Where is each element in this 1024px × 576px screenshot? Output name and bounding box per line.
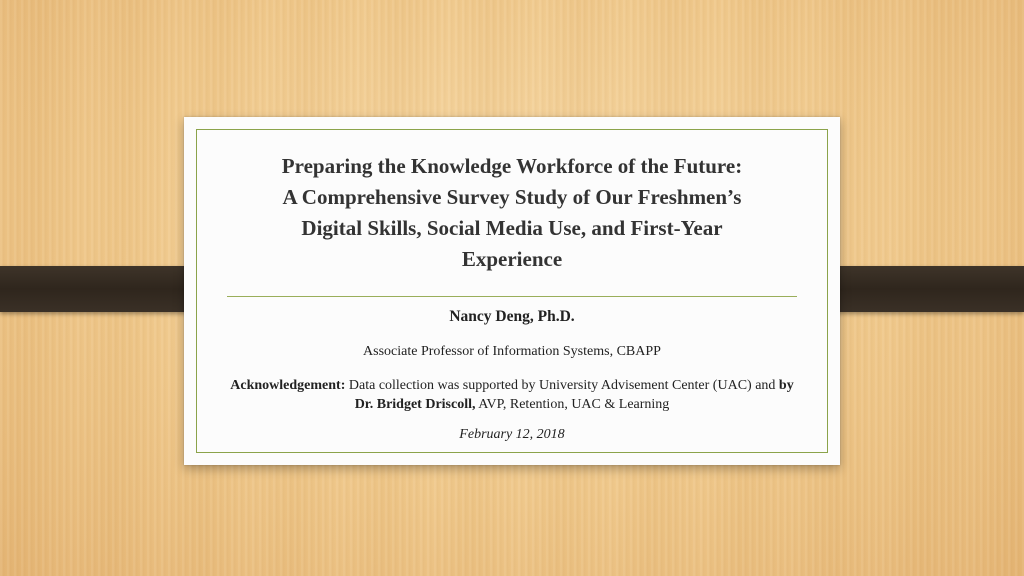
- acknowledgement-text-1: Data collection was supported by University Advisement Center (UAC) and: [345, 378, 779, 393]
- title-line-1: Preparing the Knowledge Workforce of the Future:: [281, 154, 743, 178]
- title-card: [184, 117, 840, 465]
- title-line-2: A Comprehensive Survey Study of Our Freshmen’s: [282, 185, 742, 209]
- left-decorative-band: [0, 266, 206, 312]
- acknowledgement: [227, 376, 797, 414]
- title-line-3: Digital Skills, Social Media Use, and First-Year: [301, 216, 723, 240]
- right-decorative-band: [818, 266, 1024, 312]
- divider-line: [227, 296, 797, 297]
- acknowledgement-person: by Dr. Bridget Driscoll,: [354, 378, 794, 412]
- acknowledgement-label: Acknowledgement:: [230, 378, 346, 393]
- slide-title: [217, 151, 807, 275]
- author-affiliation: Associate Professor of Information Systems, CBAPP: [363, 344, 661, 359]
- title-card-border: [196, 129, 828, 453]
- acknowledgement-text-2: AVP, Retention, UAC & Learning: [475, 397, 670, 412]
- presentation-date: February 12, 2018: [459, 427, 565, 442]
- title-line-4: Experience: [461, 247, 563, 271]
- author-name: Nancy Deng, Ph.D.: [449, 308, 575, 325]
